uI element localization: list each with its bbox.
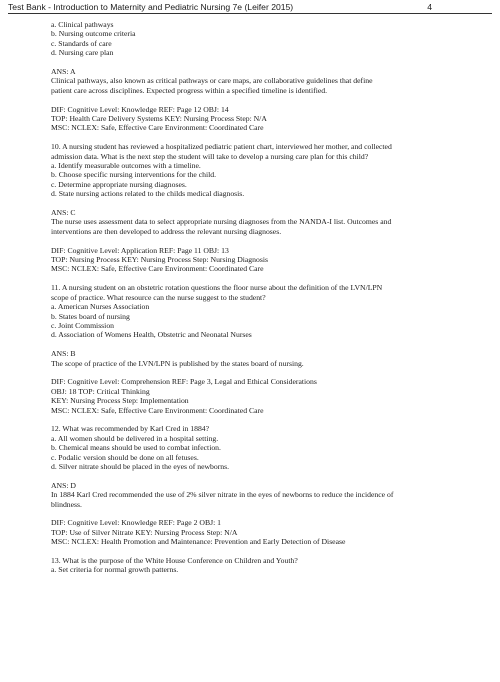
text-block [51, 142, 456, 198]
text-line: c. Podalic version should be done on all fetuses. [51, 452, 199, 462]
text-line: d. Nursing care plan [51, 48, 114, 58]
text-line: MSC: NCLEX: Safe, Effective Care Environment: Coordinated Care [51, 264, 264, 274]
text-line: patient care across disciplines. Expected progress within a specified timeline is identified. [51, 85, 328, 95]
text-line: 13. What is the purpose of the White House Conference on Children and Youth? [51, 555, 298, 565]
text-line: The scope of practice of the LVN/LPN is published by the states board of nursing. [51, 358, 304, 368]
block-spacer [51, 133, 456, 142]
text-block [51, 67, 456, 95]
text-line: MSC: NCLEX: Health Promotion and Maintenance: Prevention and Early Detection of Disease [51, 537, 346, 547]
text-line: 10. A nursing student has reviewed a hospitalized pediatric patient chart, interviewed her mother, and collected [51, 142, 392, 152]
text-line: admission data. What is the next step the student will take to develop a nursing care plan for this child? [51, 151, 369, 161]
text-block [51, 481, 456, 509]
text-block [51, 105, 456, 133]
text-block [51, 349, 456, 368]
text-line: DIF: Cognitive Level: Application REF: Page 11 OBJ: 13 [51, 245, 229, 255]
block-spacer [51, 274, 456, 283]
text-line: interventions are then developed to address the relevant nursing diagnoses. [51, 226, 282, 236]
text-line: MSC: NCLEX: Safe, Effective Care Environment: Coordinated Care [51, 123, 264, 133]
block-spacer [51, 547, 456, 556]
text-line: a. All women should be delivered in a hospital setting. [51, 433, 219, 443]
text-block [51, 246, 456, 274]
text-line: scope of practice. What resource can the nurse suggest to the student? [51, 292, 266, 302]
text-line: ANS: B [51, 349, 76, 359]
block-spacer [51, 236, 456, 245]
text-line: DIF: Cognitive Level: Knowledge REF: Page 12 OBJ: 14 [51, 104, 229, 114]
page-header [8, 0, 492, 14]
document-title: Test Bank - Introduction to Maternity and Pediatric Nursing 7e (Leifer 2015) [8, 2, 294, 12]
text-block [51, 424, 456, 471]
text-line: MSC: NCLEX: Safe, Effective Care Environment: Coordinated Care [51, 405, 264, 415]
block-spacer [51, 471, 456, 480]
block-spacer [51, 199, 456, 208]
text-line: 11. A nursing student on an obstetric rotation questions the floor nurse about the definition of the LVN/LPN [51, 283, 383, 293]
text-line: d. Silver nitrate should be placed in the eyes of newborns. [51, 461, 230, 471]
text-line: KEY: Nursing Process Step: Implementation [51, 396, 189, 406]
text-line: 12. What was recommended by Karl Cred in 1884? [51, 424, 210, 434]
text-line: ANS: C [51, 208, 76, 218]
block-spacer [51, 95, 456, 104]
text-line: d. State nursing actions related to the childs medical diagnosis. [51, 189, 245, 199]
text-line: TOP: Use of Silver Nitrate KEY: Nursing Process Step: N/A [51, 527, 238, 537]
text-line: d. Association of Womens Health, Obstetric and Neonatal Nurses [51, 330, 252, 340]
text-line: a. Clinical pathways [51, 20, 114, 29]
text-line: b. Chemical means should be used to combat infection. [51, 443, 221, 453]
block-spacer [51, 415, 456, 424]
text-line: b. Choose specific nursing interventions for the child. [51, 170, 217, 180]
text-line: ANS: D [51, 480, 76, 490]
text-line: b. States board of nursing [51, 311, 130, 321]
text-line: TOP: Nursing Process KEY: Nursing Process Step: Nursing Diagnosis [51, 255, 268, 265]
text-line: Clinical pathways, also known as critical pathways or care maps, are collaborative guidelines that define [51, 76, 373, 86]
text-line: The nurse uses assessment data to select appropriate nursing diagnoses from the NANDA-I list. Outcomes and [51, 217, 392, 227]
text-line: a. Identify measurable outcomes with a timeline. [51, 161, 201, 171]
text-line: TOP: Health Care Delivery Systems KEY: Nursing Process Step: N/A [51, 114, 267, 124]
text-line: a. Set criteria for normal growth patterns. [51, 565, 179, 575]
text-block [51, 208, 456, 236]
block-spacer [51, 368, 456, 377]
text-line: c. Standards of care [51, 38, 112, 48]
text-block [51, 518, 456, 546]
text-line: c. Joint Commission [51, 320, 115, 330]
text-line: DIF: Cognitive Level: Knowledge REF: Page 2 OBJ: 1 [51, 518, 221, 528]
text-line: In 1884 Karl Cred recommended the use of 2% silver nitrate in the eyes of newborns to reduce the incidence of [51, 490, 394, 500]
text-line: OBJ: 18 TOP: Critical Thinking [51, 386, 150, 396]
document-body [51, 20, 456, 575]
text-line: c. Determine appropriate nursing diagnoses. [51, 179, 187, 189]
block-spacer [51, 58, 456, 67]
block-spacer [51, 509, 456, 518]
text-line: b. Nursing outcome criteria [51, 29, 136, 39]
text-line: a. American Nurses Association [51, 302, 150, 312]
text-block [51, 377, 456, 415]
text-line: blindness. [51, 499, 82, 509]
text-block [51, 556, 456, 575]
block-spacer [51, 340, 456, 349]
text-line: DIF: Cognitive Level: Comprehension REF: Page 3, Legal and Ethical Considerations [51, 377, 317, 387]
text-block [51, 283, 456, 339]
text-block [51, 20, 456, 58]
page-number: 4 [427, 2, 432, 12]
text-line: ANS: A [51, 67, 76, 77]
